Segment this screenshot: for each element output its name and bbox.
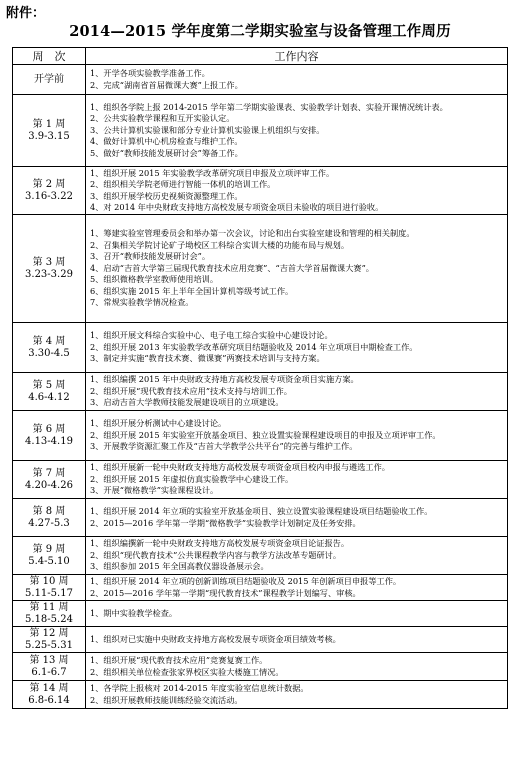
task-item: 1、组织开展分析测试中心建设讨论。	[90, 418, 227, 429]
week-label: 第 3 周	[32, 256, 66, 268]
table-row	[13, 627, 508, 653]
task-item: 1、筹建实验室管理委员会和举办第一次会议，讨论和出台实验室建设和管理的相关制度。	[90, 228, 415, 239]
week-label: 第 4 周	[32, 335, 66, 347]
task-item: 4、对 2014 年中央财政支持地方高校发展专项资金项目未验收的项目进行验收。	[90, 202, 384, 212]
table-row	[13, 215, 508, 323]
content-cell	[86, 461, 508, 499]
week-cell	[13, 167, 86, 215]
page-title: 2014—2015 学年度第二学期实验室与设备管理工作周历	[69, 23, 451, 40]
week-cell	[13, 65, 86, 95]
content-cell	[86, 681, 508, 709]
task-item: 3、开展“微格教学”实验课程设计。	[90, 485, 219, 496]
week-label: 第 12 周	[29, 627, 69, 639]
content-cell	[86, 65, 508, 95]
week-label: 第 2 周	[32, 178, 66, 190]
week-label: 第 9 周	[32, 543, 66, 555]
task-item: 2、组织开展 2013 年实验教学改革研究项目结题验收及 2014 年立项项目中期检查工作。	[90, 341, 418, 352]
table-row	[13, 411, 508, 461]
attachment-label: 附件：	[6, 6, 46, 21]
task-item: 2、组织“现代教育技术”公共课程教学内容与教学方法改革专题研讨。	[90, 549, 342, 560]
task-item: 3、公共计算机实验课和部分专业计算机实验课上机组织与安排。	[90, 124, 325, 135]
task-item: 3、开展教学资源汇聚工作及“吉首大学教学公共平台”的完善与维护工作。	[90, 441, 358, 452]
task-item: 1、组织开展 2014 年立项的创新训练项目结题验收及 2015 年创新项目申报等工作。	[90, 576, 402, 586]
task-item: 2、公共实验教学课程和互开实验认定。	[90, 113, 235, 124]
content-cell	[86, 601, 508, 627]
week-dates: 6.1-6.7	[31, 666, 67, 678]
task-item: 2、2015—2016 学年第一学期“现代教育技术”课程教学计划编写、审核。	[90, 587, 361, 598]
week-dates: 4.20-4.26	[25, 479, 73, 491]
week-cell	[13, 411, 86, 461]
week-label: 第 5 周	[32, 379, 66, 391]
task-item: 1、组织编撰新一轮中央财政支持地方高校发展专项资金项目论证报告。	[90, 538, 350, 549]
table-header-row	[13, 48, 508, 65]
week-label: 第 1 周	[32, 118, 66, 130]
content-cell	[86, 95, 508, 167]
content-cell	[86, 499, 508, 537]
week-dates: 5.11-5.17	[25, 587, 73, 599]
table-row	[13, 95, 508, 167]
content-cell	[86, 537, 508, 575]
task-item: 1、期中实验教学检查。	[90, 607, 178, 618]
task-item: 1、组织开展文科综合实验中心、电子电工综合实验中心建设讨论。	[90, 330, 333, 341]
content-cell	[86, 575, 508, 601]
table-row	[13, 653, 508, 681]
table-row	[13, 575, 508, 601]
week-cell	[13, 537, 86, 575]
table-row	[13, 65, 508, 95]
task-item: 4、启动“吉首大学第三届现代教育技术应用竞赛”、“吉首大学首届微课大赛”。	[90, 262, 374, 273]
week-dates: 5.18-5.24	[25, 613, 73, 625]
task-item: 1、组织各学院上报 2014-2015 学年第二学期实验课表、实验教学计划表、实验开课情况统计表。	[90, 101, 448, 112]
week-dates: 5.4-5.10	[28, 555, 70, 567]
task-item: 4、做好计算机中心机房检查与维护工作。	[90, 136, 243, 147]
week-label: 第 6 周	[32, 423, 66, 435]
task-item: 1、组织开展新一轮中央财政支持地方高校发展专项资金项目校内申报与遴选工作。	[90, 462, 390, 473]
table-row	[13, 461, 508, 499]
content-cell	[86, 167, 508, 215]
schedule-table	[12, 47, 508, 709]
task-item: 5、组织微格教学室教师使用培训。	[90, 274, 219, 285]
task-item: 3、启动吉首大学教师技能发展建设项目的立项建设。	[90, 397, 284, 408]
task-item: 2、组织相关学院老师进行智能一体机的培训工作。	[90, 179, 276, 189]
task-item: 1、组织对已实施中央财政支持地方高校发展专项资金项目绩效考核。	[90, 633, 341, 644]
task-item: 1、组织开展“现代教育技术应用”竞赛复赛工作。	[90, 655, 268, 665]
week-cell	[13, 461, 86, 499]
table-body	[13, 65, 508, 709]
table-row	[13, 499, 508, 537]
task-item: 2、完成“湖南省首届微课大赛”上报工作。	[90, 79, 243, 90]
week-label: 第 13 周	[29, 654, 69, 666]
week-cell	[13, 653, 86, 681]
task-item: 1、组织开展 2014 年立项的实验室开放基金项目、独立设置实验课程建设项目结题验收工作。	[90, 506, 433, 516]
week-cell	[13, 499, 86, 537]
task-item: 3、组织参加 2015 年全国高教仪器设备展示会。	[90, 561, 269, 572]
week-cell	[13, 95, 86, 167]
task-item: 3、制定并实施“教育技术赛、微课赛”两赛技术培训与支持方案。	[90, 353, 325, 364]
column-header-week: 周 次	[13, 48, 86, 65]
task-item: 2、组织开展 2015 年虚拟仿真实验教学中心建设工作。	[90, 473, 294, 484]
task-item: 2、组织开展教师技能训练经验交流活动。	[90, 694, 243, 705]
task-item: 7、常规实验教学情况检查。	[90, 297, 194, 308]
column-header-content: 工作内容	[86, 48, 508, 65]
task-item: 2、组织开展“现代教育技术应用”技术支持与培训工作。	[90, 385, 292, 396]
week-dates: 4.6-4.12	[28, 391, 70, 403]
task-item: 1、开学各项实验教学准备工作。	[90, 68, 210, 78]
content-cell	[86, 323, 508, 373]
content-cell	[86, 653, 508, 681]
table-row	[13, 681, 508, 709]
task-item: 2、召集相关学院讨论矿子坳校区工科综合实训大楼的功能布局与规划。	[90, 239, 350, 250]
week-label: 第 14 周	[29, 682, 69, 694]
table-row	[13, 323, 508, 373]
table-row	[13, 601, 508, 627]
week-cell	[13, 215, 86, 323]
task-item: 1、组织开展 2015 年实验教学改革研究项目申报及立项评审工作。	[90, 167, 335, 178]
task-item: 3、组织开展学校历史视频资源整理工作。	[90, 190, 243, 201]
week-dates: 5.25-5.31	[25, 639, 73, 651]
table-row	[13, 167, 508, 215]
table-row	[13, 537, 508, 575]
week-cell	[13, 323, 86, 373]
content-cell	[86, 215, 508, 323]
week-cell	[13, 373, 86, 411]
content-cell	[86, 373, 508, 411]
week-dates: 3.9-3.15	[28, 130, 70, 142]
task-item: 2、组织开展 2015 年实验室开放基金项目、独立设置实验课程建设项目的申报及立项评审工作。	[90, 429, 441, 440]
week-label: 第 7 周	[32, 467, 66, 479]
week-dates: 3.16-3.22	[25, 190, 73, 202]
week-dates: 4.13-4.19	[25, 435, 73, 447]
week-label: 第 10 周	[29, 575, 69, 587]
task-item: 6、组织实施 2015 年上半年全国计算机等级考试工作。	[90, 285, 294, 296]
content-cell	[86, 627, 508, 653]
week-label: 第 8 周	[32, 505, 66, 517]
task-item: 2、2015—2016 学年第一学期“微格教学”实验教学计划制定及任务安排。	[90, 517, 361, 528]
task-item: 2、组织相关单位检查张家界校区实验大楼施工情况。	[90, 666, 284, 677]
content-cell	[86, 411, 508, 461]
week-label: 开学前	[34, 73, 64, 85]
week-cell	[13, 601, 86, 627]
task-item: 5、做好“教师技能发展研讨会”筹备工作。	[90, 147, 243, 158]
week-dates: 6.8-6.14	[28, 694, 70, 706]
week-cell	[13, 627, 86, 653]
task-item: 3、召开“教师技能发展研讨会”。	[90, 251, 211, 262]
week-dates: 3.30-4.5	[28, 347, 70, 359]
week-dates: 3.23-3.29	[25, 268, 73, 280]
task-item: 1、组织编撰 2015 年中央财政支持地方高校发展专项资金项目实施方案。	[90, 374, 359, 385]
week-cell	[13, 575, 86, 601]
table-row	[13, 373, 508, 411]
week-label: 第 11 周	[29, 601, 69, 613]
week-cell	[13, 681, 86, 709]
task-item: 1、各学院上报核对 2014-2015 年度实验室信息统计数据。	[90, 683, 309, 693]
week-dates: 4.27-5.3	[28, 517, 70, 529]
